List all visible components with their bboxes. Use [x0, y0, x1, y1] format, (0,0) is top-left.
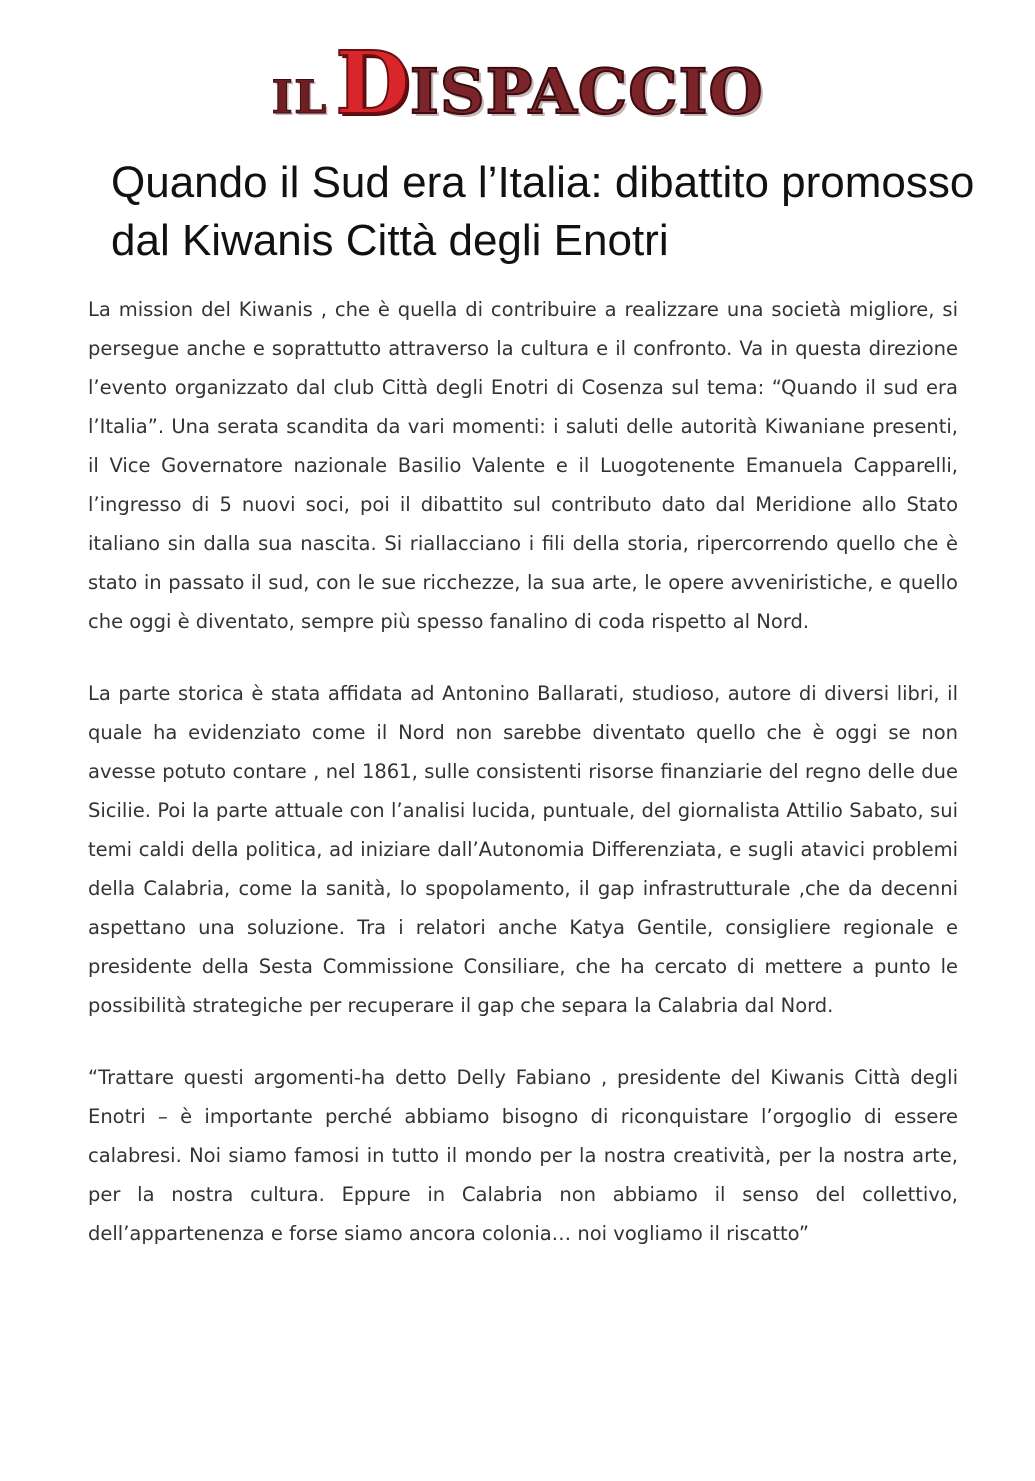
- site-logo[interactable]: [0, 33, 1035, 134]
- logo-name: ISPACCIO: [409, 55, 764, 128]
- article-title: Quando il Sud era l’Italia: dibattito promosso dal Kiwanis Città degli Enotri: [111, 158, 975, 265]
- article-paragraph: La mission del Kiwanis , che è quella di contribuire a realizzare una società migliore, si persegue anche e soprattutto attraverso la cultura e il confronto. Va in questa direzione l’evento organizzato dal club Città degli Enotri di Cosenza sul tema: “Quando il sud era l’Italia”. Una serata scandita da vari momenti: i saluti delle autorità Kiwaniane presenti, il Vice Governatore nazionale Basilio Valente e il Luogotenente Emanuela Capparelli, l’ingresso di 5 nuovi soci, poi il dibattito sul contributo dato dal Meridione allo Stato italiano sin dalla sua nascita. Si riallacciano i fili della storia, ripercorrendo quello che è stato in passato il sud, con le sue ricchezze, la sua arte, le opere avveniristiche, e quello che oggi è diventato, sempre più spesso fanalino di coda rispetto al Nord.: [88, 298, 958, 633]
- article-body: [88, 290, 958, 1253]
- logo-initial: D: [335, 33, 410, 134]
- article-paragraph: La parte storica è stata affidata ad Antonino Ballarati, studioso, autore di diversi libri, il quale ha evidenziato come il Nord non sarebbe diventato quello che è oggi se non avesse potuto contare , nel 1861, sulle consistenti risorse finanziarie del regno delle due Sicilie. Poi la parte attuale con l’analisi lucida, puntuale, del giornalista Attilio Sabato, sui temi caldi della politica, ad iniziare dall’Autonomia Differenziata, e sugli atavici problemi della Calabria, come la sanità, lo spopolamento, il gap infrastrutturale ,che da decenni aspettano una soluzione. Tra i relatori anche Katya Gentile, consigliere regionale e presidente della Sesta Commissione Consiliare, che ha cercato di mettere a punto le possibilità strategiche per recuperare il gap che separa la Calabria dal Nord.: [88, 682, 958, 1017]
- article-paragraph: “Trattare questi argomenti-ha detto Delly Fabiano , presidente del Kiwanis Città degli Enotri – è importante perché abbiamo bisogno di riconquistare l’orgoglio di essere calabresi. Noi siamo famosi in tutto il mondo per la nostra creatività, per la nostra arte, per la nostra cultura. Eppure in Calabria non abbiamo il senso del collettivo, dell’appartenenza e forse siamo ancora colonia… noi vogliamo il riscatto”: [88, 1066, 958, 1245]
- logo-prefix: IL: [271, 70, 328, 124]
